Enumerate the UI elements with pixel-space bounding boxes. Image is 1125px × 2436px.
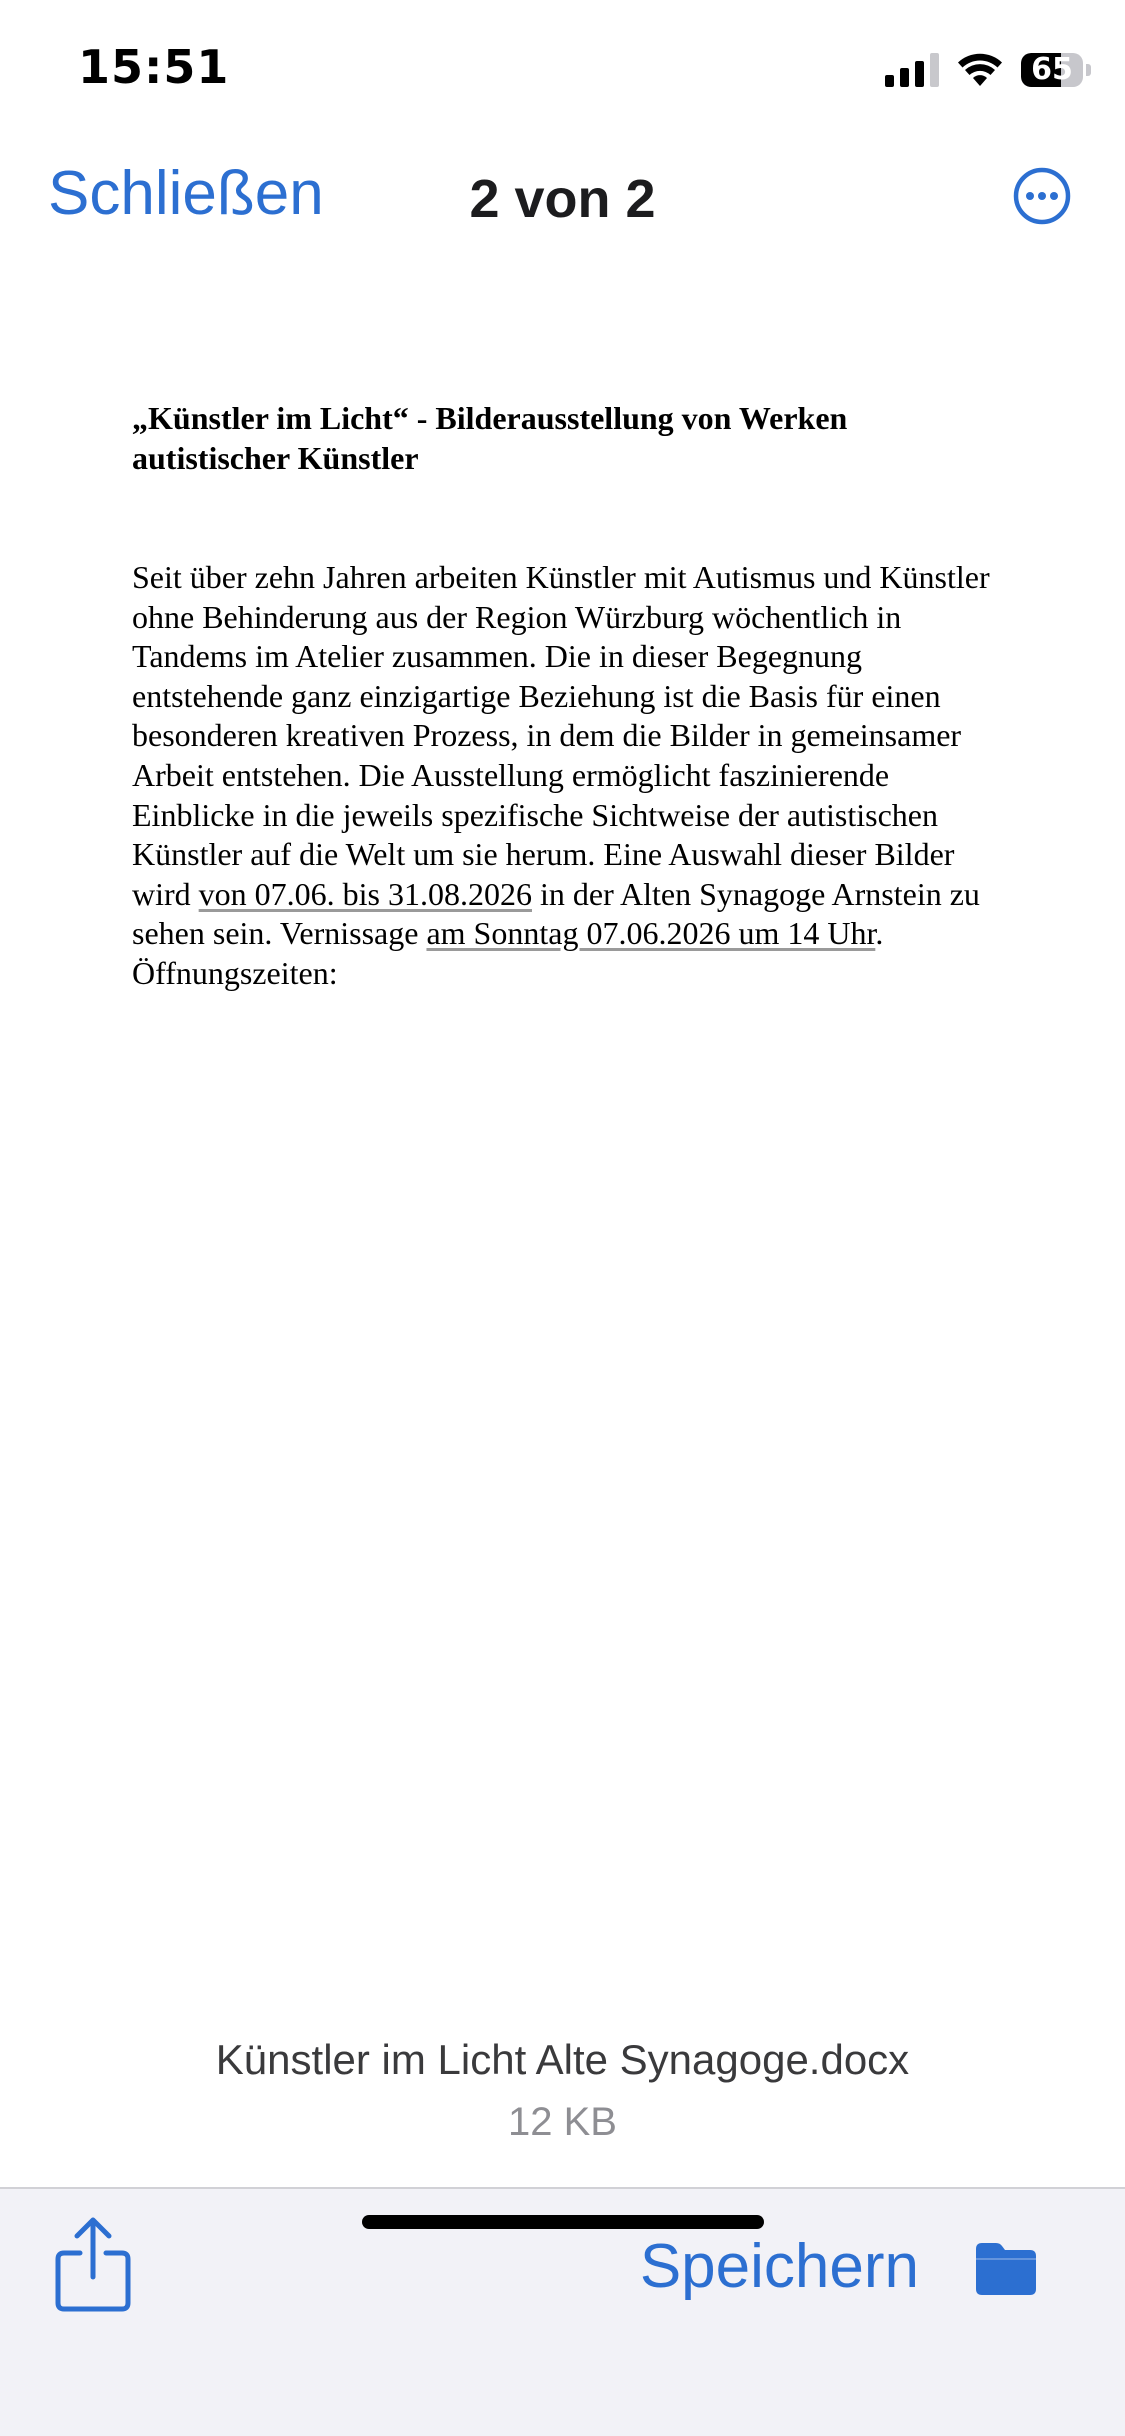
status-icons (885, 50, 1083, 90)
file-size: 12 KB (508, 2100, 617, 2144)
file-name: Künstler im Licht Alte Synagoge.docx (215, 2036, 910, 2083)
choose-folder-button[interactable] (972, 2241, 1040, 2297)
close-button[interactable]: Schließen (48, 159, 324, 228)
document-heading: „Künstler im Licht“ - Bilderausstellung von Werken autistischer Künstler (132, 400, 848, 476)
body-text-2: in der Alten Synagoge Arnstein zu sehen sein. Vernissage (132, 875, 980, 952)
body-text-3: . (875, 915, 884, 952)
share-icon (52, 2215, 134, 2315)
opening-hours-label: Öffnungszeiten: (132, 954, 338, 991)
bottom-toolbar (0, 2187, 1125, 2436)
battery-icon (1021, 53, 1083, 87)
document-preview (132, 398, 992, 994)
more-options-button[interactable] (1012, 166, 1072, 226)
folder-icon (972, 2241, 1040, 2297)
page-counter-title: 2 von 2 (469, 169, 656, 229)
cellular-signal-icon (885, 53, 939, 87)
battery-level: 65 (1031, 53, 1073, 87)
date-range-link[interactable]: von 07.06. bis 31.08.2026 (198, 875, 532, 912)
ellipsis-circle-icon (1012, 166, 1072, 226)
save-button[interactable]: Speichern (639, 2232, 919, 2301)
body-text-1: Seit über zehn Jahren arbeiten Künstler mit Autismus und Künstler ohne Behinderung aus der Region Würzburg wöchentlich in Tandems im Atelier zusammen. Die in dieser Begegnung entstehende ganz einzigartige Beziehung ist die Basis für einen besonderen kreativen Prozess, in dem die Bilder in gemeinsamer Arbeit entstehen. Die Ausstellung ermöglicht faszinierende Einblicke in die jeweils spezifische Sichtweise der autistischen Künstler auf die Welt um sie herum. Eine Auswahl dieser Bilder wird (132, 559, 990, 912)
status-bar (0, 0, 1125, 138)
opening-date-link[interactable]: am Sonntag 07.06.2026 um 14 Uhr (426, 915, 876, 952)
home-indicator (362, 2215, 764, 2229)
share-button[interactable] (52, 2215, 134, 2315)
wifi-icon (957, 53, 1003, 87)
status-time: 15:51 (78, 40, 230, 94)
document-body (132, 558, 992, 994)
